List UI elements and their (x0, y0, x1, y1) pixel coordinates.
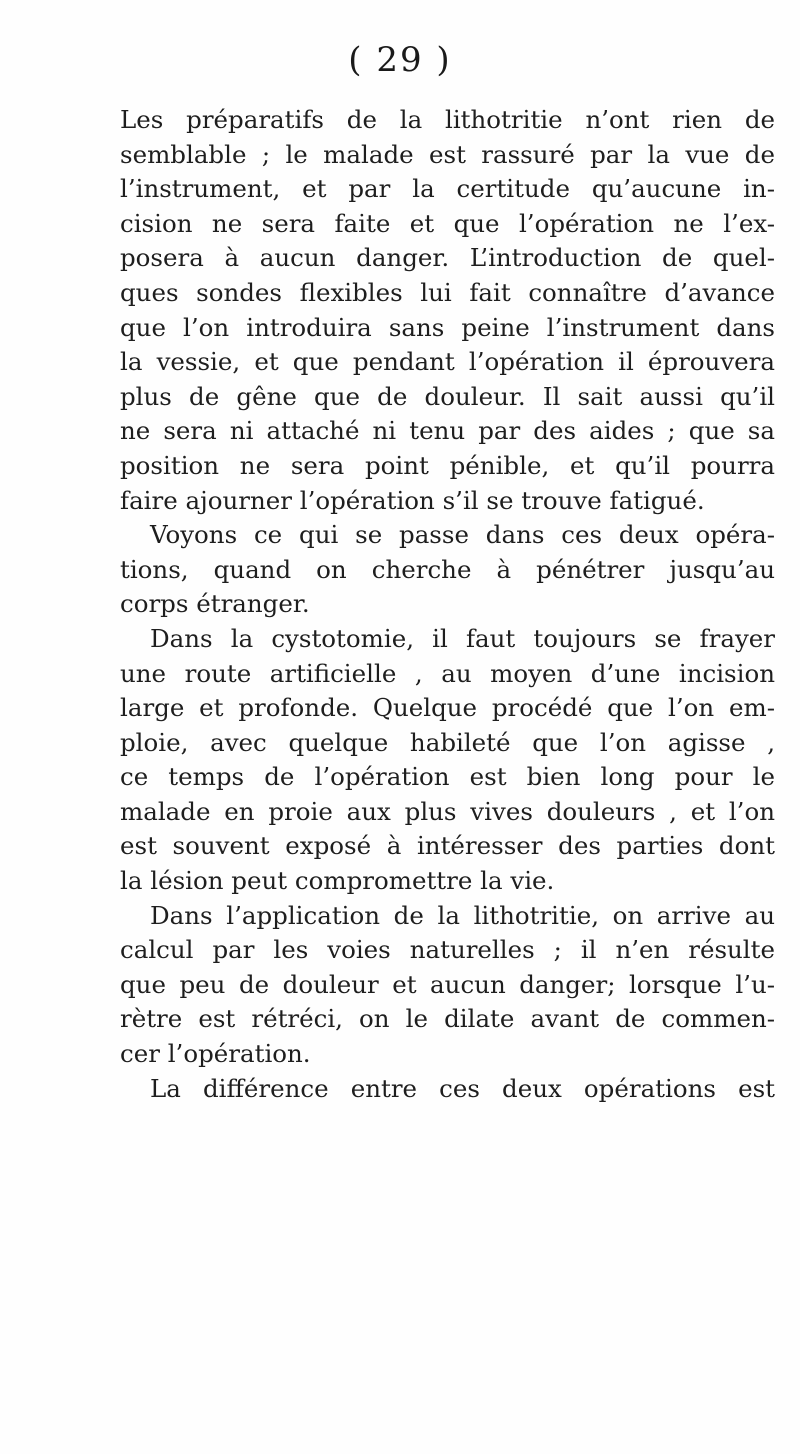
text-line: large et profonde. Quelque procédé que l’on em- (120, 693, 775, 723)
text-line: corps étranger. (120, 589, 310, 619)
text-line: tions, quand on cherche à pénétrer jusqu’au (120, 554, 775, 584)
paragraph (120, 1072, 775, 1107)
text-line: position ne sera point pénible, et qu’il pourra (120, 450, 775, 480)
text-line: la vessie, et que pendant l’opération il éprouvera (120, 347, 775, 377)
text-line: l’instrument, et par la certitude qu’aucune in- (120, 174, 775, 204)
text-line: Les préparatifs de la lithotritie n’ont rien de (120, 105, 775, 134)
text-line: que l’on introduira sans peine l’instrument dans (120, 312, 775, 342)
text-line: semblable ; le malade est rassuré par la vue de (120, 139, 775, 169)
text-line: ploie, avec quelque habileté que l’on agisse , (120, 727, 775, 757)
text-line: Voyons ce qui se passe dans ces deux opéra- (150, 520, 775, 550)
text-line: Dans l’application de la lithotritie, on arrive au (150, 900, 775, 930)
text-line: malade en proie aux plus vives douleurs , et l’on (120, 796, 775, 826)
text-line: faire ajourner l’opération s’il se trouve fatigué. (120, 485, 705, 515)
body-text (120, 103, 775, 1106)
text-line: La différence entre ces deux opérations est (150, 1073, 775, 1103)
text-line: Dans la cystotomie, il faut toujours se frayer (150, 623, 775, 653)
text-line: est souvent exposé à intéresser des parties dont (120, 831, 775, 861)
text-line: plus de gêne que de douleur. Il sait aussi qu’il (120, 381, 775, 411)
page-number: ( 29 ) (348, 40, 452, 80)
paragraph (120, 622, 775, 899)
text-line: posera à aucun danger. L’introduction de quel- (120, 243, 775, 273)
text-line: cision ne sera faite et que l’opération ne l’ex- (120, 208, 775, 238)
paragraph (120, 518, 775, 622)
text-line: ques sondes flexibles lui fait connaître d’avance (120, 277, 775, 307)
paragraph (120, 899, 775, 1072)
text-line: rètre est rétréci, on le dilate avant de commen- (120, 1004, 775, 1034)
text-line: cer l’opération. (120, 1039, 311, 1069)
text-line: une route artificielle , au moyen d’une incision (120, 658, 775, 688)
paragraph (120, 103, 775, 518)
text-line: ce temps de l’opération est bien long pour le (120, 762, 775, 792)
text-line: ne sera ni attaché ni tenu par des aides ; que sa (120, 416, 775, 446)
text-line: la lésion peut compromettre la vie. (120, 866, 555, 896)
text-line: calcul par les voies naturelles ; il n’en résulte (120, 935, 775, 965)
text-line: que peu de douleur et aucun danger; lorsque l’u- (120, 969, 775, 999)
